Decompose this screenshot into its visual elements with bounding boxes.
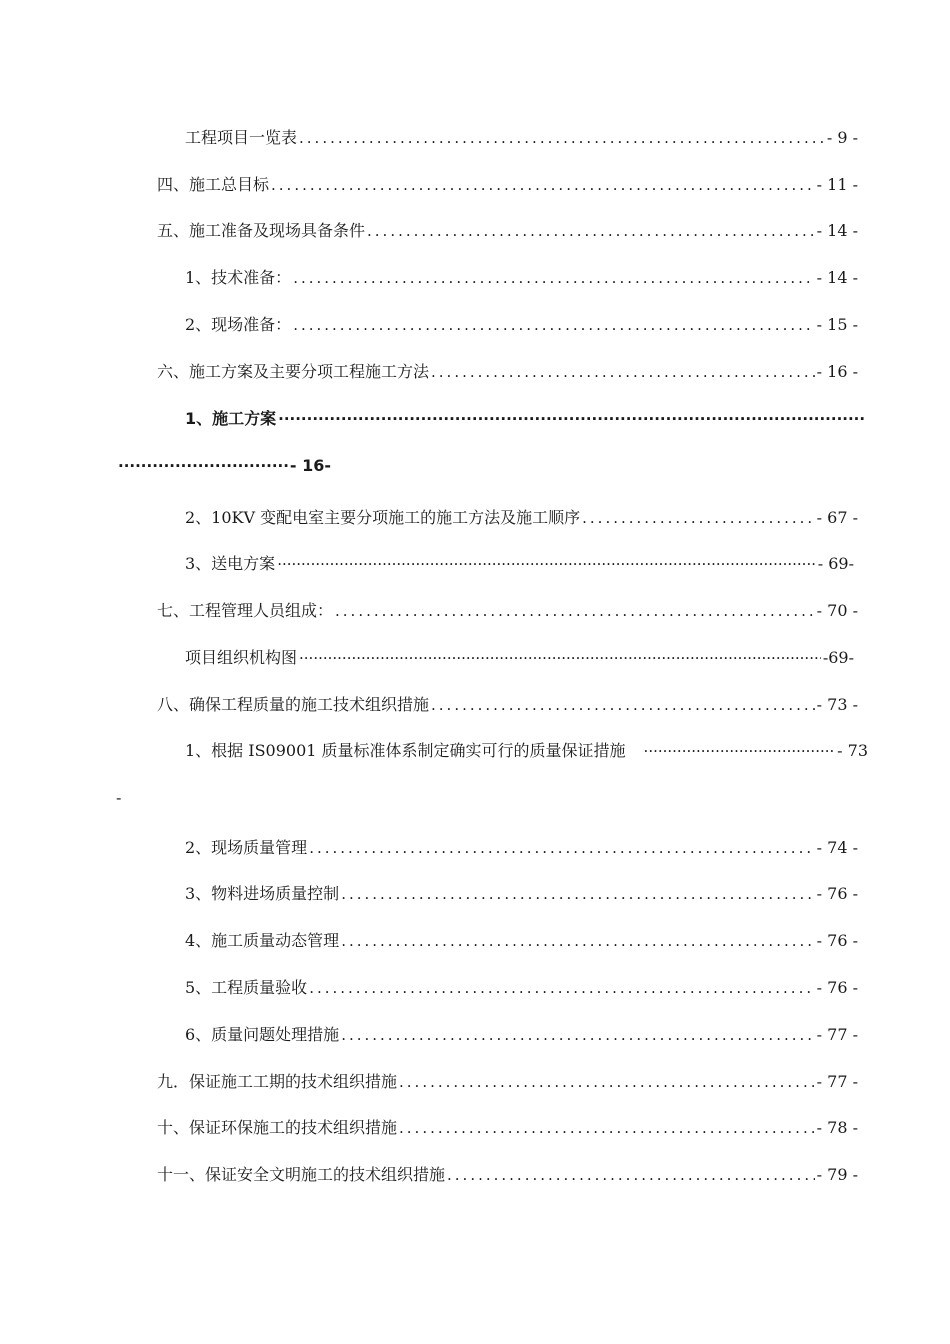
toc-entry[interactable] [185,977,858,999]
toc-entry-title: 十、保证环保施工的技术组织措施 [157,1118,398,1137]
toc-entry-page: - 14 - [816,221,858,240]
toc-leader-dots [309,837,814,859]
toc-entry-title: 十一、保证安全文明施工的技术组织措施 [157,1165,446,1184]
toc-entry-page: - 70 - [816,601,858,620]
toc-entry-page: - 73 - [816,695,858,714]
toc-entry-page: -69- [822,648,854,667]
toc-entry[interactable] [157,174,858,196]
toc-leader-dots [277,553,816,575]
toc-leader-dots [399,1117,815,1139]
toc-entry-title: 六、施工方案及主要分项工程施工方法 [157,362,430,381]
toc-entry-title: 八、确保工程质量的施工技术组织措施 [157,695,430,714]
toc-leader-dots [118,455,288,477]
toc-entry-title: 2、现场质量管理 [185,838,308,857]
toc-entry-title: 5、工程质量验收 [185,978,308,997]
toc-entry-title: 七、工程管理人员组成： [157,601,334,620]
toc-entry-title: 九．保证施工工期的技术组织措施 [157,1072,398,1091]
toc-entry[interactable] [185,408,866,430]
toc-entry[interactable] [185,314,858,336]
toc-entry-page: - 16 - [816,362,858,381]
toc-leader-dots [293,314,814,336]
toc-leader-dots [431,361,815,383]
toc-leader-dots [447,1164,815,1186]
toc-entry[interactable] [185,930,858,952]
toc-entry-page: - 74 - [816,838,858,857]
toc-entry-page: - 78 - [816,1118,858,1137]
toc-entry-page: - 76 - [816,931,858,950]
toc-entry[interactable] [157,600,858,622]
toc-entry-title: 4、施工质量动态管理 [185,931,340,950]
toc-leader-dots [341,1024,814,1046]
toc-entry[interactable] [157,1071,858,1093]
toc-entry[interactable] [185,883,858,905]
toc-entry-page: - 16- [289,456,331,475]
toc-entry-continuation: - [116,788,122,807]
toc-entry-title: 工程项目一览表 [185,128,298,147]
toc-entry-title: 项目组织机构图 [185,648,298,667]
toc-entry[interactable] [185,553,854,575]
toc-entry-page: - 9 - [826,128,858,147]
toc-entry[interactable] [185,127,858,149]
toc-entry-title: 1、根据 IS09001 质量标准体系制定确实可行的质量保证措施 [185,741,626,760]
toc-leader-dots [299,647,821,669]
toc-entry-title: 四、施工总目标 [157,175,270,194]
toc-leader-dots [644,740,836,762]
toc-entry-page: - 73 [837,741,868,760]
toc-entry-title: 2、10KV 变配电室主要分项施工的施工方法及施工顺序 [185,508,581,527]
toc-entry-page: - 79 - [816,1165,858,1184]
toc-leader-dots [309,977,814,999]
toc-entry-page: - 76 - [816,884,858,903]
toc-leader-dots [271,174,815,196]
toc-entry[interactable] [157,1117,858,1139]
toc-leader-dots [335,600,815,622]
toc-entry[interactable] [157,361,858,383]
toc-entry[interactable] [185,507,858,529]
toc-leader-dots [367,220,815,242]
toc-leader-dots [582,507,815,529]
toc-entry-title: 1、施工方案 [185,409,277,428]
toc-entry[interactable] [185,837,858,859]
toc-entry[interactable] [185,1024,858,1046]
toc-entry-page: - 76 - [816,978,858,997]
toc-entry-page: - 11 - [816,175,858,194]
toc-leader-dots [299,127,825,149]
toc-leader-dots [293,267,814,289]
toc-leader-dots [341,883,814,905]
toc-entry-page: - 67 - [816,508,858,527]
toc-entry[interactable] [185,267,858,289]
toc-entry[interactable] [157,1164,858,1186]
toc-leader-dots [341,930,814,952]
toc-entry-title: 2、现场准备： [185,315,292,334]
toc-entry-page: - 77 - [816,1025,858,1044]
toc-leader-dots [399,1071,815,1093]
toc-entry-title: 3、送电方案 [185,554,276,573]
toc-entry[interactable] [185,647,854,669]
toc-entry-title: 1、技术准备： [185,268,292,287]
toc-entry[interactable] [157,694,858,716]
toc-entry-title: 3、物料进场质量控制 [185,884,340,903]
toc-entry[interactable] [157,220,858,242]
toc-entry-page: - 69- [817,554,854,573]
toc-entry-title: 五、施工准备及现场具备条件 [157,221,366,240]
toc-entry[interactable] [185,740,868,762]
toc-leader-dots [278,408,864,430]
toc-leader-dots [431,694,815,716]
toc-entry-continuation [116,455,331,477]
toc-entry-page: - 15 - [816,315,858,334]
toc-entry-page: - 77 - [816,1072,858,1091]
toc-entry-title: 6、质量问题处理措施 [185,1025,340,1044]
toc-entry-page: - 14 - [816,268,858,287]
